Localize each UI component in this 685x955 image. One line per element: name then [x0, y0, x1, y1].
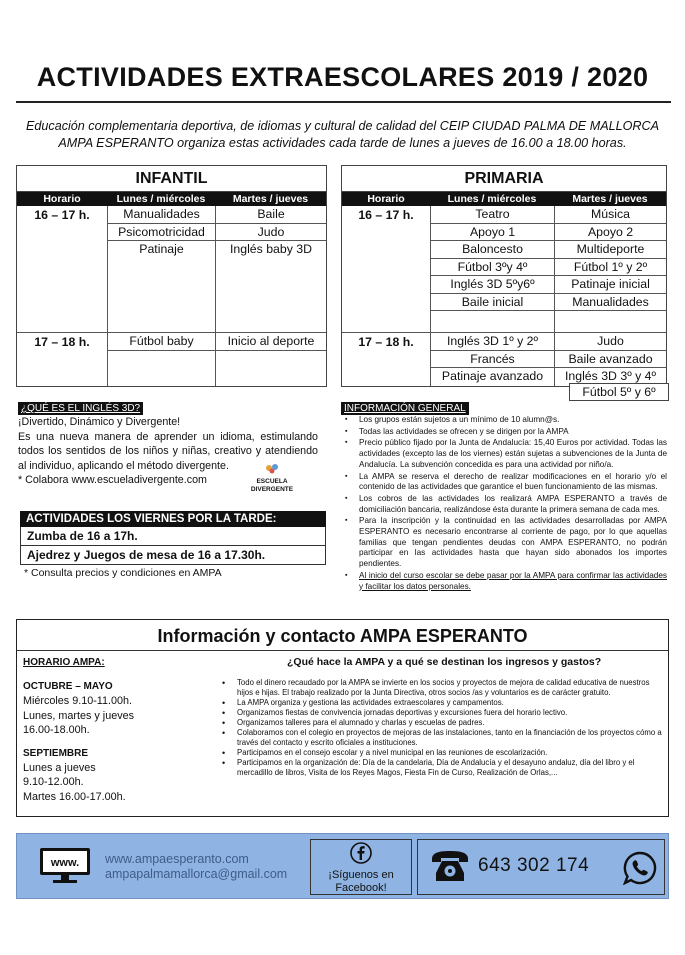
info-general-tag: INFORMACIÓN GENERAL	[341, 402, 469, 415]
contact-box	[16, 619, 669, 817]
horario-line: 16.00-18.00h.	[23, 723, 90, 736]
escuela-divergente-logo	[248, 462, 296, 494]
col-horario: Horario	[367, 193, 405, 205]
activity: Apoyo 2	[555, 224, 666, 242]
infantil-column-headers	[17, 192, 326, 206]
activity: Inicio al deporte	[216, 333, 326, 351]
horario-line: Lunes a jueves	[23, 762, 96, 775]
ingles-body: Es una nueva manera de aprender un idioma, estimulando todos los sentidos de los niños y niñas, creativo y atendiendo al individuo, aplicando el método divergente.	[18, 430, 318, 472]
list-item: ▪ La AMPA se reserva el derecho de realizar modificaciones en el horario y/o el contenido de las actividades que garantice el buen funcionamiento de las mismas.	[341, 472, 667, 493]
facebook-icon[interactable]	[350, 842, 372, 864]
viernes-row: Ajedrez y Juegos de mesa de 16 a 17.30h.	[20, 546, 326, 565]
horario-line: 9.10-12.00h.	[23, 776, 84, 789]
list-item: • Todo el dinero recaudado por la AMPA se invierte en los socios y proyectos de mejora de calidad educativa de nuestros hijos e hijas. El trabajo realizado por la Junta Directiva, otros socios /as y voluntarios es de carácter gratuito.	[222, 678, 662, 698]
activity: Baile avanzado	[555, 351, 666, 369]
infantil-title: INFANTIL	[17, 166, 326, 192]
list-item: ▪ Los cobros de las actividades los realizará AMPA ESPERANTO a través de domiciliación bancaria, realizándose ésta durante la primera semana de cada mes.	[341, 494, 667, 515]
list-item: ▪ Precio público fijado por la Junta de Andalucía: 15,40 Euros por actividad. Todas las actividades (excepto las de los viernes) están sujetas a subvenciones de la Junta de Andalucía. La subvención concedida es para una actividad por niño/a.	[341, 438, 667, 470]
activity: Multideporte	[555, 241, 666, 259]
table-row	[342, 206, 666, 333]
col-horario: Horario	[43, 193, 81, 205]
col-martes-jueves: Martes / jueves	[232, 193, 309, 205]
activity: Apoyo 1	[431, 224, 554, 242]
list-item: • Colaboramos con el colegio en proyectos de mejoras de las instalaciones, tanto en la financiación de los proyectos cómo a través del contacto y escrito oficiales a instituciones.	[222, 728, 662, 748]
list-item: ▪ Al inicio del curso escolar se debe pasar por la AMPA para confirmar las actividades y facilitar los datos personales.	[341, 571, 667, 592]
list-item: ▪ Los grupos están sujetos a un mínimo de 10 alumn@s.	[341, 415, 667, 426]
lunes-miercoles-cell	[430, 206, 554, 332]
activity: Fútbol 3ºy 4º	[431, 259, 554, 277]
www-label: www.	[50, 857, 80, 869]
activity: Teatro	[431, 206, 554, 224]
list-item: • Participamos en la organización de: Día de la candelaria, Día de Andalucía y el desayuno andaluz, día del libro y el mercadillo de libros, Visita de los Reyes Magos, Fiesta Fin de Curso, Realización de Orlas,...	[222, 758, 662, 778]
septiembre-title: SEPTIEMBRE	[23, 748, 89, 760]
activity: Inglés 3D 5ºy6º	[431, 276, 554, 294]
primaria-column-headers	[342, 192, 666, 206]
horario-line: Miércoles 9.10-11.00h.	[23, 695, 133, 708]
email-link[interactable]: ampapalmamallorca@gmail.com	[105, 867, 288, 881]
activity: Manualidades	[555, 294, 666, 312]
col-lunes-miercoles: Lunes / miércoles	[447, 193, 537, 205]
whatsapp-icon[interactable]	[623, 851, 657, 885]
activity: Patinaje inicial	[555, 276, 666, 294]
viernes-title: ACTIVIDADES LOS VIERNES POR LA TARDE:	[20, 511, 326, 527]
col-martes-jueves: Martes / jueves	[572, 193, 648, 205]
time-cell: 17 – 18 h.	[34, 335, 90, 349]
subtitle-line-1: Educación complementaria deportiva, de idiomas y cultural de calidad del CEIP CIUDAD PALMA DE MALLORCA	[26, 119, 659, 133]
activity: Fútbol 1º y 2º	[555, 259, 666, 277]
time-cell: 16 – 17 h.	[34, 208, 90, 222]
octubre-title: OCTUBRE – MAYO	[23, 681, 113, 693]
contact-title: Información y contacto AMPA ESPERANTO	[157, 626, 528, 646]
martes-jueves-cell	[554, 333, 666, 386]
table-row	[17, 333, 326, 386]
activity: Baloncesto	[431, 241, 554, 259]
lunes-miercoles-cell	[107, 206, 215, 332]
viernes-note: * Consulta precios y condiciones en AMPA	[24, 567, 222, 579]
activity: Patinaje avanzado	[441, 369, 544, 383]
activity: Inglés 3D 3º y 4º	[564, 369, 656, 383]
list-item: • La AMPA organiza y gestiona las actividades extraescolares y campamentos.	[222, 698, 662, 708]
martes-jueves-cell	[554, 206, 666, 332]
ampa-list	[222, 678, 662, 778]
subtitle-line-2: AMPA ESPERANTO organiza estas actividades cada tarde de lunes a jueves de 16.00 a 18.00 horas.	[58, 136, 627, 150]
links	[105, 852, 287, 882]
phone-box[interactable]	[417, 839, 665, 895]
activity: Baile inicial	[431, 294, 554, 312]
subtitle	[0, 118, 685, 152]
activity: Baile	[216, 206, 326, 224]
website-link[interactable]: www.ampaesperanto.com	[105, 852, 249, 866]
telephone-icon	[430, 849, 470, 883]
lunes-miercoles-cell	[107, 333, 215, 386]
facebook-box[interactable]	[310, 839, 412, 895]
lunes-miercoles-cell	[430, 333, 554, 386]
list-item: • Organizamos fiestas de convivencia jornadas deportivas y excursiones fuera del horario lectivo.	[222, 708, 662, 718]
page-title: ACTIVIDADES EXTRAESCOLARES 2019 / 2020	[36, 62, 649, 92]
ingles-3d-tag: ¿QUÉ ES EL INGLÉS 3D?	[18, 402, 143, 415]
activity: Manualidades	[108, 206, 215, 224]
activity: Inglés baby 3D	[229, 242, 313, 256]
activity: Inglés 3D 1º y 2º	[431, 333, 554, 351]
horario-line: Martes 16.00-17.00h.	[23, 790, 126, 803]
viernes-row: Zumba de 16 a 17h.	[20, 527, 326, 546]
ingles-line-1: ¡Divertido, Dinámico y Divergente!	[18, 416, 181, 428]
info-general-list	[341, 415, 667, 593]
list-item: ▪ Para la inscripción y la continuidad en las actividades desarrolladas por AMPA ESPERANTO es necesario encontrarse al corriente de pago, por lo que aquellas familias que tengan pendientes deudas con AMPA ESPERANTO, no podrán participar en las actividades hasta que hayan sido abonados los importes pendientes.	[341, 516, 667, 570]
table-row	[342, 333, 666, 386]
monitor-icon	[39, 847, 91, 883]
activity: Psicomotricidad	[108, 224, 215, 242]
primaria-table	[341, 165, 667, 387]
facebook-line-2: Facebook!	[335, 882, 387, 894]
facebook-line-1: ¡Síguenos en	[328, 869, 394, 881]
logo-text-2: DIVERGENTE	[250, 486, 294, 493]
horario-title: HORARIO AMPA:	[23, 657, 105, 668]
time-cell: 16 – 17 h.	[358, 208, 414, 222]
list-item: ▪ Todas las actividades se ofrecen y se dirigen por la AMPA	[341, 427, 667, 438]
ampa-question: ¿Qué hace la AMPA y a qué se destinan los ingresos y gastos?	[287, 656, 602, 668]
list-item: • Participamos en el consejo escolar y a nivel municipal en las reuniones de escolarización.	[222, 748, 662, 758]
primaria-title: PRIMARIA	[342, 166, 666, 192]
activity: Patinaje	[139, 242, 184, 256]
activity: Música	[555, 206, 666, 224]
horario-ampa	[23, 656, 173, 804]
contact-footer	[16, 833, 669, 899]
activity: Judo	[555, 333, 666, 351]
martes-jueves-cell	[215, 206, 326, 332]
logo-mark-icon	[265, 462, 279, 474]
list-item: • Organizamos talleres para el alumnado y charlas y escuelas de padres.	[222, 718, 662, 728]
martes-jueves-cell	[215, 333, 326, 386]
activity: Judo	[216, 224, 326, 242]
table-row	[17, 206, 326, 333]
col-lunes-miercoles: Lunes / miércoles	[116, 193, 206, 205]
ingles-colabora: * Colabora www.escueladivergente.com	[18, 474, 207, 486]
logo-text-1: ESCUELA	[256, 478, 288, 485]
primaria-extra-cell: Fútbol 5º y 6º	[569, 383, 669, 401]
time-cell: 17 – 18 h.	[358, 335, 414, 349]
horario-line: Lunes, martes y jueves	[23, 709, 135, 722]
infantil-table	[16, 165, 327, 387]
viernes-box	[20, 511, 326, 579]
contact-divider	[17, 650, 668, 651]
title-divider	[16, 101, 671, 103]
phone-number[interactable]: 643 302 174	[478, 855, 590, 876]
activity: Francés	[431, 351, 554, 369]
activity: Fútbol baby	[108, 333, 215, 351]
